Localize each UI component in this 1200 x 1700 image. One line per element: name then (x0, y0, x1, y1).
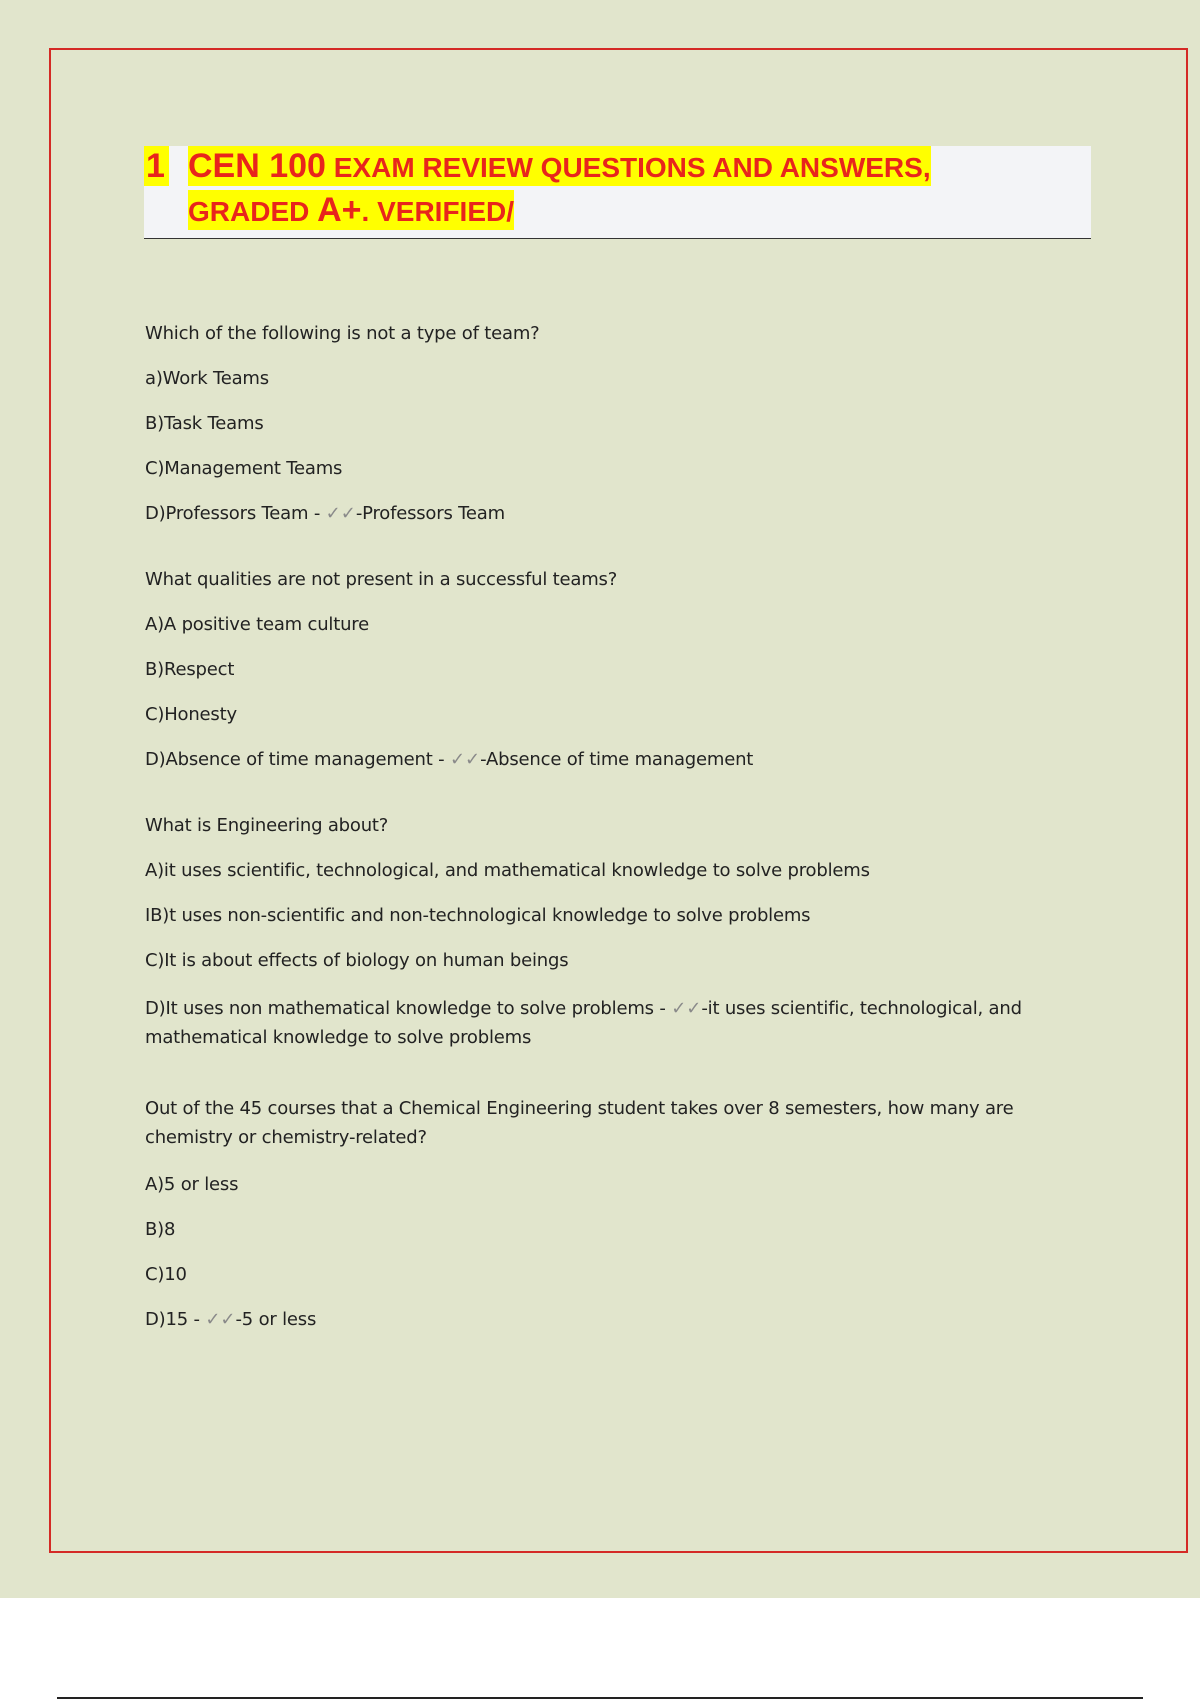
title-text-2b: . VERIFIED/ (361, 196, 515, 227)
qa-block (145, 322, 1075, 526)
footer-divider (57, 1697, 1143, 1699)
correct-answer: -5 or less (235, 1309, 317, 1330)
answer-option: D)Absence of time management - (145, 749, 450, 770)
correct-answer: -it uses scientific, technological, and mathematical knowledge to solve problems (145, 998, 1022, 1048)
answer-option: D)Professors Team - (145, 503, 326, 524)
correct-answer: -Absence of time management (480, 749, 754, 770)
qa-content (145, 322, 1075, 1374)
title-text-1: EXAM REVIEW QUESTIONS AND ANSWERS, (325, 152, 931, 183)
answer-option: B)8 (145, 1219, 176, 1240)
heading-number: 1 (144, 146, 169, 186)
answer-option: C)It is about effects of biology on human beings (145, 950, 569, 971)
title-grade: A+ (317, 191, 362, 229)
answer-option: IB)t uses non-scientific and non-technological knowledge to solve problems (145, 905, 811, 926)
double-check-icon: ✓✓ (671, 998, 702, 1019)
double-check-icon: ✓✓ (325, 503, 356, 524)
title-line-1 (188, 146, 931, 186)
qa-block (145, 814, 1075, 1052)
question-text: Which of the following is not a type of team? (145, 323, 540, 344)
question-text: Out of the 45 courses that a Chemical Engineering student takes over 8 semesters, how many are chemistry or chemistry-related? (145, 1098, 1014, 1148)
qa-block (145, 1094, 1075, 1332)
answer-option: C)Management Teams (145, 458, 343, 479)
answer-option: B)Respect (145, 659, 235, 680)
answer-option: A)it uses scientific, technological, and mathematical knowledge to solve problems (145, 860, 870, 881)
answer-option-with-key (145, 1308, 1075, 1332)
answer-option: A)A positive team culture (145, 614, 369, 635)
question-text: What qualities are not present in a successful teams? (145, 569, 618, 590)
title-line-2 (188, 190, 514, 230)
answer-option-with-key (145, 994, 1075, 1052)
correct-answer: -Professors Team (355, 503, 505, 524)
answer-option: a)Work Teams (145, 368, 269, 389)
document-title (144, 146, 1091, 239)
title-course-code: CEN 100 (188, 147, 326, 185)
question-text: What is Engineering about? (145, 815, 389, 836)
answer-option: C)Honesty (145, 704, 237, 725)
answer-option: B)Task Teams (145, 413, 264, 434)
qa-block (145, 568, 1075, 772)
double-check-icon: ✓✓ (205, 1309, 236, 1330)
answer-option-with-key (145, 502, 1075, 526)
answer-option: C)10 (145, 1264, 187, 1285)
title-text-2a: GRADED (188, 196, 318, 227)
answer-option: D)15 - (145, 1309, 206, 1330)
double-check-icon: ✓✓ (449, 749, 481, 770)
answer-option: D)It uses non mathematical knowledge to solve problems - (145, 998, 672, 1019)
answer-option-with-key (145, 748, 1075, 772)
answer-option: A)5 or less (145, 1174, 239, 1195)
